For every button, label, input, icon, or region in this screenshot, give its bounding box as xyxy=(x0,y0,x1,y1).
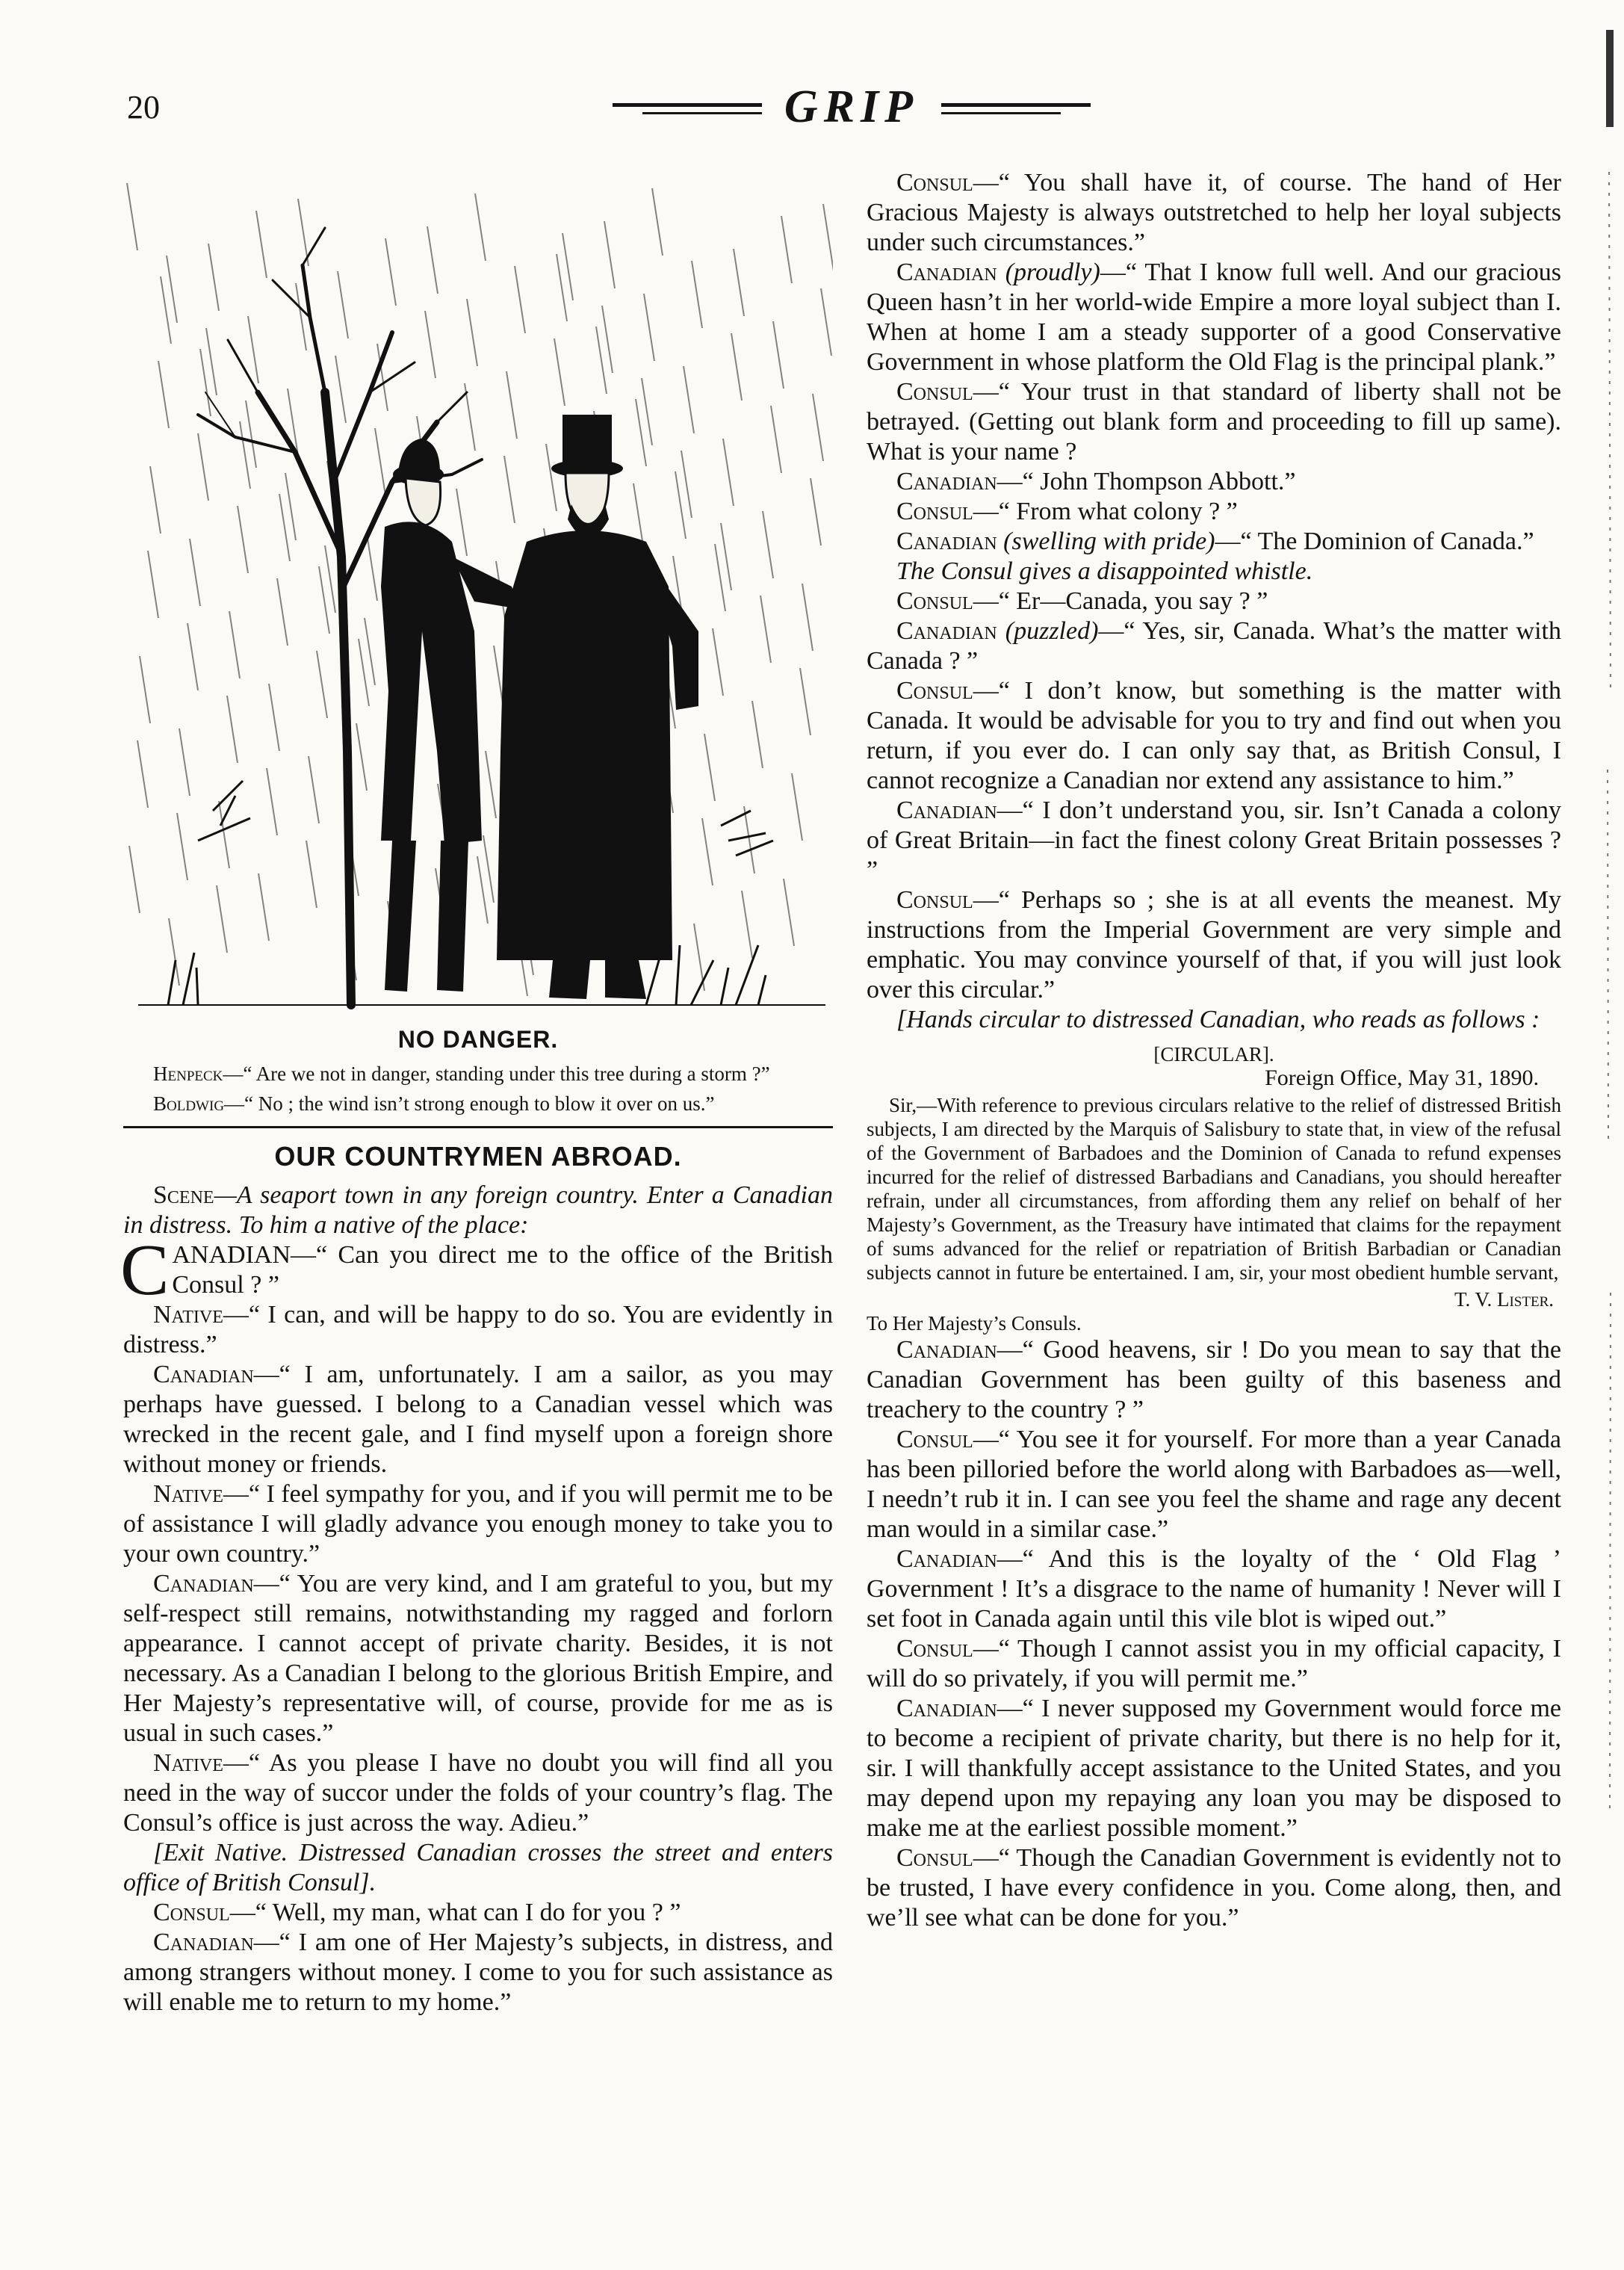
masthead-title: GRIP xyxy=(784,81,920,132)
paragraph xyxy=(867,557,1561,587)
cartoon-line-boldwig xyxy=(123,1092,833,1116)
paragraph xyxy=(867,676,1561,796)
speaker: Consul xyxy=(896,1844,973,1872)
cartoon-title: NO DANGER. xyxy=(397,1026,559,1053)
speaker: Canadian xyxy=(896,1545,997,1573)
circular xyxy=(867,1042,1561,1335)
paragraph xyxy=(867,1005,1561,1035)
rain-streak xyxy=(200,349,211,416)
rain-streak xyxy=(267,768,277,835)
dialogue: —“ Perhaps so ; she is at all events the meanest. My instructions from the Imperial Government are very simple and emphatic. You may convince yourself of that, if you will just look over this circular.” xyxy=(867,886,1561,1003)
stage-note: (puzzled) xyxy=(1005,617,1099,645)
rain-streak xyxy=(285,473,296,540)
rain-streak xyxy=(546,444,557,511)
rain-streak xyxy=(681,451,692,518)
dialogue: —“ I don’t know, but something is the matter with Canada. It would be advisable for you to try and find out when you return, if you ever do. I can only say that, as British Consul, I cannot recognize a Canadian nor extend any assistance to him.” xyxy=(867,677,1561,794)
speaker: Canadian xyxy=(896,797,997,824)
rain-streak xyxy=(486,751,496,818)
rain-streak xyxy=(515,266,525,333)
dialogue: —“ I can, and will be happy to do so. You are evidently in distress.” xyxy=(123,1301,833,1358)
masthead-rule-right-2 xyxy=(941,112,1061,114)
rain-streak xyxy=(190,539,200,606)
paragraph xyxy=(867,1843,1561,1933)
rain-streak xyxy=(137,740,148,808)
rain-streak xyxy=(246,401,256,468)
paragraph xyxy=(123,1748,833,1838)
rain-streak xyxy=(277,578,288,646)
paragraph xyxy=(867,1425,1561,1544)
rain-streak xyxy=(731,333,742,401)
masthead-rule-left xyxy=(613,103,762,107)
paragraph xyxy=(867,616,1561,676)
paragraph xyxy=(123,1479,833,1569)
rain-streak xyxy=(821,288,831,356)
paragraph xyxy=(867,258,1561,377)
rain-streak xyxy=(723,439,734,506)
dialogue: —“ You see it for yourself. For more than a year Canada has been pilloried before the world along with Barbadoes as—well, I needn’t rub it in. I can see you feel the shame and rage any decent man would in a similar case.” xyxy=(867,1426,1561,1543)
circular-body: Sir,—With reference to previous circulars relative to the relief of distressed British subjects, I am directed by the Marquis of Salisbury to state that, in view of the refusal of the Government of Barbadoes and the Dominion of Canada to refund expenses incurred for the relief of distressed Barbadians and Canadians, you should hereafter refrain, under all circumstances, from affording them any relief on behalf of her Majesty’s Government, as the Treasury have intimated that claims for the repayment of sums advanced for the relief or repatriation of British Barbadian or Canadian subjects cannot in future be entertained. I am, sir, your most obedient humble servant, xyxy=(867,1094,1561,1284)
rain-streak xyxy=(602,306,613,373)
rain-streak xyxy=(425,311,436,378)
cartoon-line-henpeck xyxy=(123,1062,833,1086)
scan-edge-noise xyxy=(1602,22,1618,2189)
dialogue: —“ I feel sympathy for you, and if you will permit me to be of assistance I will gladly advance you enough money to take you to your own country.” xyxy=(123,1480,833,1568)
speaker: Consul xyxy=(896,587,973,615)
rain-streak xyxy=(652,188,663,256)
dialogue: —“ Are we not in danger, standing under this tree during a storm ?” xyxy=(223,1063,770,1085)
cartoon-illustration-icon xyxy=(123,168,833,1020)
stage-note: (swelling with pride) xyxy=(1003,528,1215,555)
dialogue: —“ As you please I have no doubt you will find all you need in the way of succor under the folds of your country’s flag. The Consul’s office is just across the way. Adieu.” xyxy=(123,1749,833,1837)
rain-streak xyxy=(279,494,290,561)
rain-streak xyxy=(702,818,713,885)
masthead-rule-left-2 xyxy=(642,112,762,114)
paragraph xyxy=(867,1544,1561,1634)
rain-streak xyxy=(359,639,369,706)
paragraph xyxy=(867,377,1561,467)
rain-streak xyxy=(158,361,169,428)
dialogue: —“ Though the Canadian Government is evidently not to be trusted, I have every confidence in you. Come along, then, and we’ll see what can be done for you.” xyxy=(867,1844,1561,1932)
speaker: Henpeck xyxy=(153,1063,223,1085)
speaker: Native xyxy=(153,1301,223,1329)
dialogue: —“ John Thompson Abbott.” xyxy=(997,468,1296,495)
rain-streak xyxy=(813,394,823,461)
paragraph xyxy=(123,1928,833,2017)
rain-streak xyxy=(781,216,792,283)
rain-streak xyxy=(227,696,238,763)
rain-streak xyxy=(792,773,802,841)
rain-streak xyxy=(604,221,615,288)
left-column xyxy=(120,168,833,2017)
speaker: Canadian xyxy=(153,1570,254,1598)
masthead-rule-right xyxy=(941,103,1091,107)
rain-streak xyxy=(256,211,267,278)
rain-streak xyxy=(802,584,813,651)
rain-streak xyxy=(129,846,140,913)
rain-streak xyxy=(713,628,723,696)
rain-streak xyxy=(148,551,158,618)
paragraph xyxy=(120,1230,833,1311)
rain-streak xyxy=(161,276,171,344)
rain-streak xyxy=(704,734,715,801)
rain-streak xyxy=(823,204,833,271)
page-number: 20 xyxy=(127,89,160,126)
dialogue: —“ Well, my man, what can I do for you ? ” xyxy=(229,1899,681,1926)
dialogue: —“ Your trust in that standard of liberty shall not be betrayed. (Getting out blank form and proceeding to fill up same). What is your name ? xyxy=(867,378,1561,466)
paragraph xyxy=(867,497,1561,527)
rain-streak xyxy=(562,233,573,300)
dialogue: —“ I am, unfortunately. I am a sailor, as you may perhaps have guessed. I belong to a Canadian vessel which was wrecked in the recent gale, and I find myself upon a foreign shore without money or friends. xyxy=(123,1361,833,1478)
rain-streak xyxy=(217,885,227,953)
rain-streak xyxy=(715,544,725,611)
speaker: Consul xyxy=(153,1899,230,1926)
speaker: Consul xyxy=(896,677,973,705)
paragraph xyxy=(123,1569,833,1748)
rain-streak xyxy=(784,879,794,946)
rain-streak xyxy=(557,254,567,321)
paragraph xyxy=(867,168,1561,258)
speaker: ANADIAN xyxy=(172,1241,291,1269)
paragraph xyxy=(867,885,1561,1005)
rain-streak xyxy=(467,299,477,366)
rain-streak xyxy=(427,226,438,294)
rain-streak xyxy=(319,566,329,634)
dialogue: —“ The Dominion of Canada.” xyxy=(1215,528,1534,555)
dialogue: —A seaport town in any foreign country. Enter a Canadian in distress. To him a native of the place: xyxy=(123,1181,833,1239)
rain-streak xyxy=(187,623,198,690)
rain-streak xyxy=(504,456,515,523)
rain-streak xyxy=(335,356,346,423)
rain-streak xyxy=(684,366,694,433)
dialogue: —“ And this is the loyalty of the ‘ Old Flag ’ Government ! It’s a disgrace to the name of humanity ! Never will I set foot in Canada again until this vile blot is wiped out.” xyxy=(867,1545,1561,1633)
speaker: Canadian xyxy=(896,259,997,286)
dialogue: —“ Though I cannot assist you in my official capacity, I will do so privately, if you will permit me.” xyxy=(867,1635,1561,1692)
dialogue: —“ Yes, sir, Canada. What’s the matter with Canada ? ” xyxy=(867,617,1561,675)
rain-streak xyxy=(179,729,190,796)
paragraph xyxy=(867,527,1561,557)
speaker: Consul xyxy=(896,378,973,406)
rain-streak xyxy=(742,891,752,958)
speaker: Consul xyxy=(896,1635,973,1663)
rain-streak xyxy=(238,506,248,573)
stage-note: (proudly) xyxy=(1005,259,1100,286)
rain-streak xyxy=(127,183,137,250)
rain-streak xyxy=(477,856,488,924)
circular-title: [CIRCULAR]. xyxy=(1153,1043,1274,1066)
speaker: Canadian xyxy=(896,528,997,555)
dialogue: —“ No ; the wind isn’t strong enough to blow it over on us.” xyxy=(224,1092,715,1115)
rain-streak xyxy=(506,371,517,439)
dialogue: —“ Good heavens, sir ! Do you mean to say that the Canadian Government has been guilty of this baseness and treachery to the country ? ” xyxy=(867,1336,1561,1423)
rain-streak xyxy=(771,406,781,473)
rain-streak xyxy=(309,756,319,823)
dialogue: —“ You shall have it, of course. The hand of Her Gracious Majesty is always outstretched to help her loyal subjects under such circumstances.” xyxy=(867,169,1561,256)
rain-streak xyxy=(636,399,646,466)
rain-streak xyxy=(596,327,607,394)
rain-streak xyxy=(760,596,771,663)
rain-streak xyxy=(365,618,375,685)
speaker: Canadian xyxy=(896,1695,997,1722)
rain-streak xyxy=(269,684,279,751)
paragraph xyxy=(867,796,1561,885)
rain-streak xyxy=(317,651,327,718)
rain-streak xyxy=(140,656,150,723)
rain-streak xyxy=(675,471,686,539)
speaker: Boldwig xyxy=(153,1092,225,1115)
dialogue: The Consul gives a disappointed whistle. xyxy=(896,557,1313,585)
speaker: Consul xyxy=(896,169,973,197)
rain-streak xyxy=(206,328,217,395)
speaker: Consul xyxy=(896,886,973,914)
rain-streak xyxy=(721,523,731,590)
paragraph xyxy=(867,1335,1561,1425)
speaker: Scene xyxy=(153,1181,214,1209)
rain-streak xyxy=(644,294,654,361)
rain-streak xyxy=(198,433,208,501)
circular-dateline: Foreign Office, May 31, 1890. xyxy=(1265,1066,1539,1090)
circular-addressee: To Her Majesty’s Consuls. xyxy=(867,1312,1082,1335)
circular-signature: T. V. Lister. xyxy=(1454,1288,1554,1311)
rain-streak xyxy=(734,249,744,316)
speaker: Canadian xyxy=(896,1336,997,1364)
rain-streak xyxy=(325,545,335,613)
speaker: Consul xyxy=(896,498,973,525)
rain-streak xyxy=(773,321,784,389)
rain-streak xyxy=(177,813,187,880)
speaker: Native xyxy=(153,1480,223,1508)
dialogue: —“ Can you direct me to the office of the British Consul ? ” xyxy=(172,1241,833,1299)
speaker: Canadian xyxy=(896,468,997,495)
speaker: Canadian xyxy=(153,1929,254,1956)
rain-streak xyxy=(208,244,219,311)
rain-streak xyxy=(554,338,565,406)
dialogue: —“ I am one of Her Majesty’s subjects, in distress, and among strangers without money. I come to you for such assistance as will enable me to return to my home.” xyxy=(123,1929,833,2016)
rain-streak xyxy=(306,841,317,908)
dialogue: —“ I don’t understand you, sir. Isn’t Canada a colony of Great Britain—in fact the finest colony Great Britain possesses ? ” xyxy=(867,797,1561,884)
rain-streak xyxy=(338,271,348,338)
rain-streak xyxy=(752,701,763,768)
masthead xyxy=(613,81,1091,140)
rain-streak xyxy=(150,466,161,534)
rain-streak xyxy=(483,835,494,903)
rain-streak xyxy=(248,316,258,383)
paragraph xyxy=(123,1838,833,1898)
rain-streak xyxy=(229,611,240,678)
paragraph xyxy=(867,467,1561,497)
rain-streak xyxy=(375,428,385,495)
dialogue: —“ Er—Canada, you say ? ” xyxy=(973,587,1268,615)
rain-streak xyxy=(385,238,396,306)
rain-streak xyxy=(475,194,486,261)
paragraph xyxy=(867,1694,1561,1843)
rain-streak xyxy=(240,421,250,489)
rain-streak xyxy=(367,534,377,601)
rain-streak xyxy=(642,378,652,445)
speaker: Canadian xyxy=(896,617,997,645)
paragraph xyxy=(123,1181,833,1240)
speaker: Consul xyxy=(896,1426,973,1453)
dialogue: —“ I never supposed my Government would force me to become a recipient of private charity, but there is no help for it, sir. I will thankfully accept assistance to the United States, and you may depend upon my repaying any loan you may be disposed to make me at the earliest possible moment.” xyxy=(867,1695,1561,1842)
dialogue: —“ From what colony ? ” xyxy=(973,498,1238,525)
rain-streak xyxy=(167,256,177,323)
paragraph xyxy=(867,1634,1561,1694)
dialogue: [Hands circular to distressed Canadian, who reads as follows : xyxy=(896,1006,1540,1033)
paragraph xyxy=(867,587,1561,616)
paragraph xyxy=(123,1300,833,1360)
rain-streak xyxy=(811,478,821,545)
dialogue: —“ You are very kind, and I am grateful to you, but my self-respect still remains, notwithstanding my ragged and forlorn appearance. I cannot accept of private charity. Besides, it is not necessary. As a Canadian I belong to the glorious British Empire, and Her Majesty’s representative will, of course, provide for me as is usual in such cases.” xyxy=(123,1570,833,1747)
rain-streak xyxy=(763,511,773,578)
speaker: Canadian xyxy=(153,1361,254,1388)
rain-streak xyxy=(744,806,754,873)
drop-cap: C xyxy=(120,1230,170,1311)
rain-streak xyxy=(356,723,367,791)
paragraph xyxy=(123,1898,833,1928)
dialogue: [Exit Native. Distressed Canadian crosses the street and enters office of British Consul]. xyxy=(123,1839,833,1896)
rain-streak xyxy=(692,261,702,328)
speaker: Native xyxy=(153,1749,223,1777)
dialogue: —“ That I know full well. And our gracious Queen hasn’t in her world-wide Empire a more loyal subject than I. When at home I am a steady supporter of a good Conservative Government in whose platform the Old Flag is the principal plank.” xyxy=(867,259,1562,376)
article-title: OUR COUNTRYMEN ABROAD. xyxy=(274,1141,682,1172)
section-divider xyxy=(123,1126,833,1128)
rain-streak xyxy=(456,489,467,556)
rain-streak xyxy=(800,668,811,735)
paragraph xyxy=(123,1360,833,1479)
rain-streak xyxy=(258,873,269,941)
right-column xyxy=(867,168,1561,1933)
